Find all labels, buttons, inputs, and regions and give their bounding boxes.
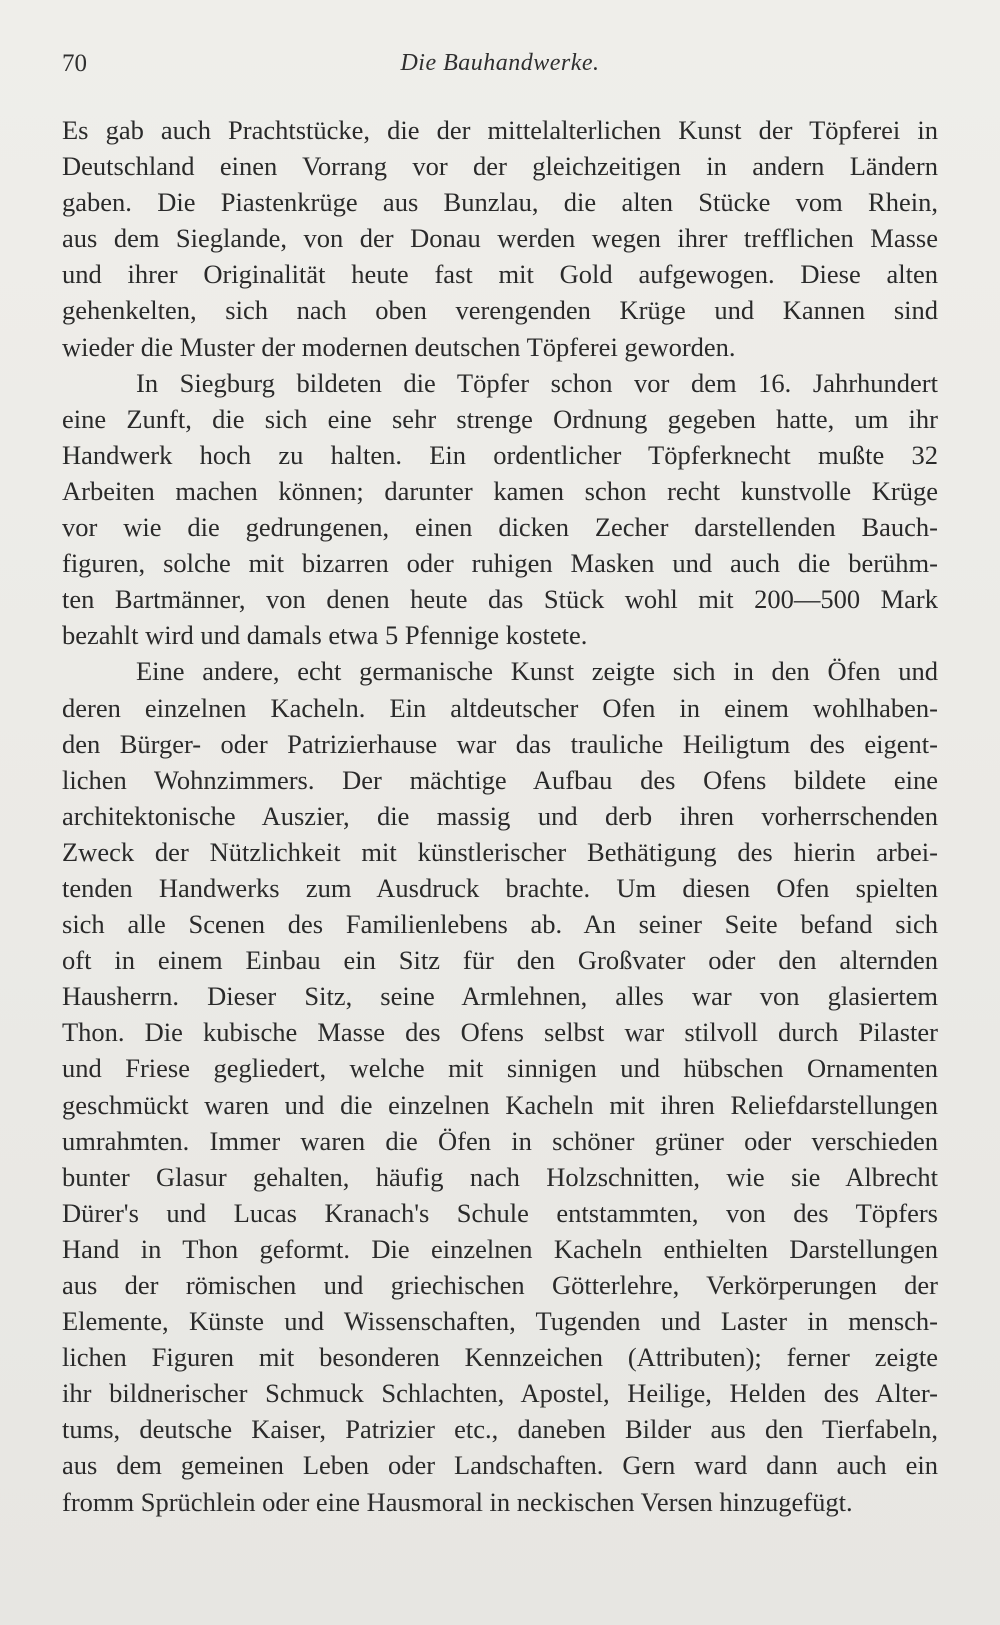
text-line: Es gab auch Prachtstücke, die der mittelalterlichen Kunst der Töpferei in <box>62 115 938 145</box>
text-line: gaben. Die Piastenkrüge aus Bunzlau, die alten Stücke vom Rhein, <box>62 187 938 218</box>
text-line: Deutschland einen Vorrang vor der gleichzeitigen in andern Ländern <box>62 151 938 182</box>
text-line: den Bürger- oder Patrizierhause war das trauliche Heiligtum des eigent- <box>62 728 938 759</box>
text-line: figuren, solche mit bizarren oder ruhigen Masken und auch die berühm- <box>62 548 938 579</box>
page-header <box>62 50 938 90</box>
text-line: Zweck der Nützlichkeit mit künstlerischer Bethätigung des hierin arbei- <box>62 836 938 867</box>
text-line: Elemente, Künste und Wissenschaften, Tugenden und Laster in mensch- <box>62 1306 938 1337</box>
text-line: bezahlt wird und damals etwa 5 Pfennige kostete. <box>62 620 588 651</box>
text-line: tenden Handwerks zum Ausdruck brachte. Um diesen Ofen spielten <box>62 872 938 903</box>
text-line: aus dem gemeinen Leben oder Landschaften. Gern ward dann auch ein <box>62 1450 938 1481</box>
text-line: architektonische Auszier, die massig und derb ihren vorherrschenden <box>62 800 938 831</box>
text-line: aus der römischen und griechischen Götterlehre, Verkörperungen der <box>62 1270 938 1300</box>
text-line: In Siegburg bildeten die Töpfer schon vor dem 16. Jahrhundert <box>136 367 938 398</box>
text-line: Eine andere, echt germanische Kunst zeigte sich in den Öfen und <box>136 656 938 687</box>
text-line: deren einzelnen Kacheln. Ein altdeutscher Ofen in einem wohlhaben- <box>62 692 938 723</box>
text-line: geschmückt waren und die einzelnen Kacheln mit ihren Reliefdarstellungen <box>62 1089 938 1120</box>
text-line: gehenkelten, sich nach oben verengenden Krüge und Kannen sind <box>62 295 938 326</box>
text-line: lichen Figuren mit besonderen Kennzeichen (Attributen); ferner zeigte <box>62 1342 938 1373</box>
text-line: Hausherrn. Dieser Sitz, seine Armlehnen, alles war von glasiertem <box>62 981 938 1012</box>
text-line: eine Zunft, die sich eine sehr strenge Ordnung gegeben hatte, um ihr <box>62 403 938 434</box>
text-line: fromm Sprüchlein oder eine Hausmoral in neckischen Versen hinzugefügt. <box>62 1486 853 1517</box>
text-line: und ihrer Originalität heute fast mit Gold aufgewogen. Diese alten <box>62 259 938 290</box>
text-line: oft in einem Einbau ein Sitz für den Großvater oder den alternden <box>62 945 938 976</box>
text-line: Dürer's und Lucas Kranach's Schule entstammten, von des Töpfers <box>62 1197 938 1228</box>
text-line: bunter Glasur gehalten, häufig nach Holzschnitten, wie sie Albrecht <box>62 1161 938 1192</box>
text-line: vor wie die gedrungenen, einen dicken Zecher darstellenden Bauch- <box>62 512 938 543</box>
text-line: umrahmten. Immer waren die Öfen in schöner grüner oder verschieden <box>62 1125 938 1156</box>
page-number: 70 <box>62 50 87 77</box>
body-text <box>62 112 938 1520</box>
paragraph <box>62 653 938 1519</box>
running-head: Die Bauhandwerke. <box>400 50 600 76</box>
text-line: Thon. Die kubische Masse des Ofens selbst war stilvoll durch Pilaster <box>62 1017 938 1048</box>
text-line: wieder die Muster der modernen deutschen Töpferei geworden. <box>62 331 736 362</box>
text-line: Handwerk hoch zu halten. Ein ordentlicher Töpferknecht mußte 32 <box>62 439 938 470</box>
text-line: ten Bartmänner, von denen heute das Stück wohl mit 200—500 Mark <box>62 584 938 615</box>
text-line: Hand in Thon geformt. Die einzelnen Kacheln enthielten Darstellungen <box>62 1233 938 1264</box>
paragraph <box>62 112 938 365</box>
text-line: und Friese gegliedert, welche mit sinnigen und hübschen Ornamenten <box>62 1053 938 1084</box>
text-line: tums, deutsche Kaiser, Patrizier etc., daneben Bilder aus den Tierfabeln, <box>62 1414 938 1445</box>
paragraph <box>62 365 938 654</box>
text-line: sich alle Scenen des Familienlebens ab. An seiner Seite befand sich <box>62 909 938 940</box>
text-line: Arbeiten machen können; darunter kamen schon recht kunstvolle Krüge <box>62 475 938 506</box>
text-line: ihr bildnerischer Schmuck Schlachten, Apostel, Heilige, Helden des Alter- <box>62 1378 938 1409</box>
text-line: lichen Wohnzimmers. Der mächtige Aufbau des Ofens bildete eine <box>62 764 938 795</box>
text-line: aus dem Sieglande, von der Donau werden wegen ihrer trefflichen Masse <box>62 223 938 254</box>
